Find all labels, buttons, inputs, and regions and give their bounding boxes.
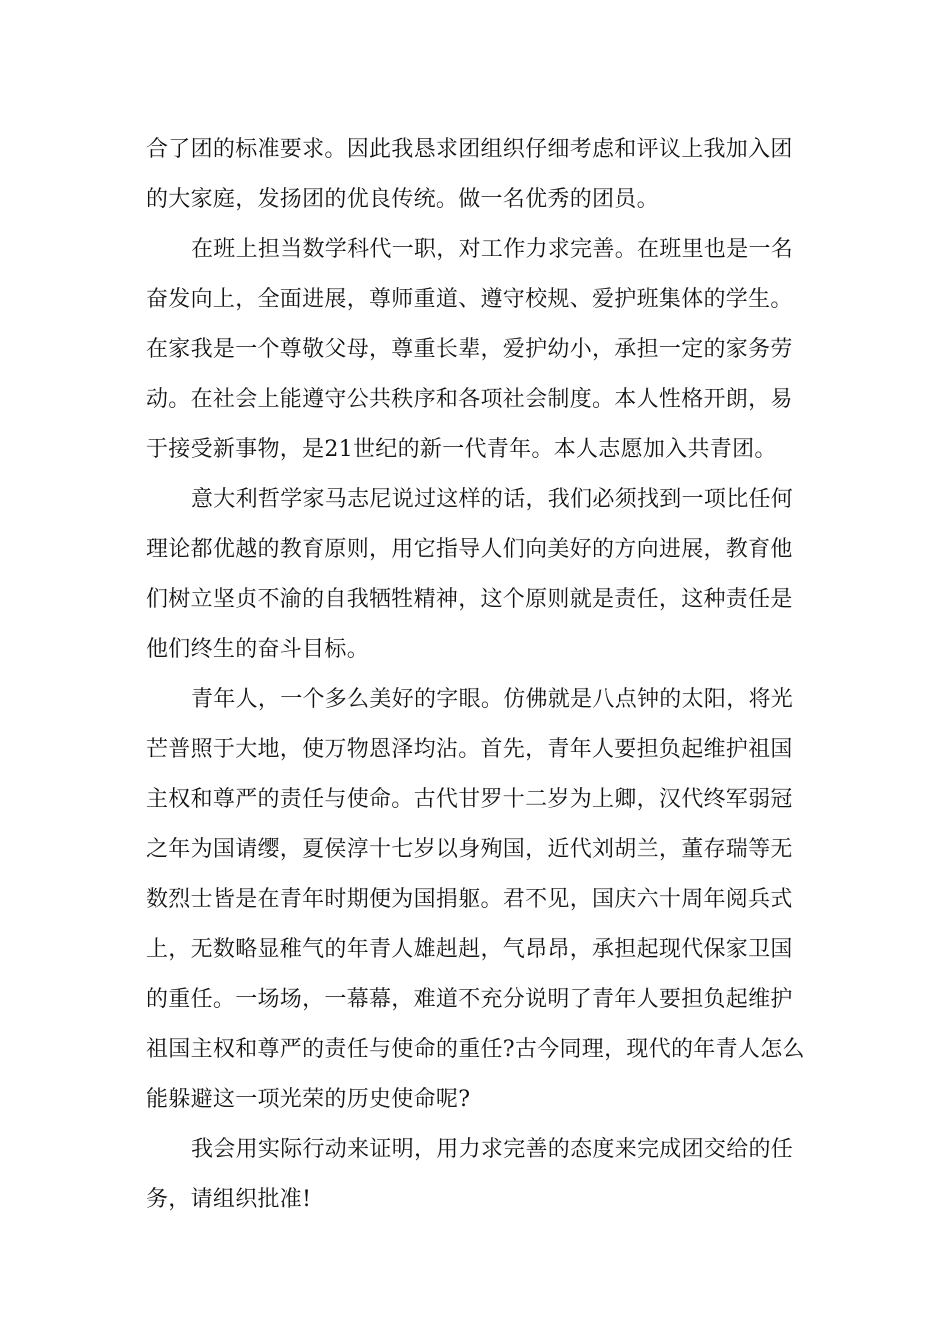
paragraph-first-line: 我会用实际行动来证明，用力求完善的态度来完成团交给的任	[191, 1137, 794, 1162]
text-line: 之年为国请缨，夏侯淳十七岁以身殉国，近代刘胡兰，董存瑞等无	[146, 837, 793, 862]
text-line: 主权和尊严的责任与使命。古代甘罗十二岁为上卿，汉代终军弱冠	[146, 787, 793, 812]
text-line: 们树立坚贞不渝的自我牺牲精神，这个原则就是责任，这种责任是	[146, 587, 793, 612]
text-line: 奋发向上，全面进展，尊师重道、遵守校规、爱护班集体的学生。	[146, 287, 793, 312]
text-line: 的重任。一场场，一幕幕，难道不充分说明了青年人要担负起维护	[146, 987, 793, 1012]
text-line: 芒普照于大地，使万物恩泽均沾。首先，青年人要担负起维护祖国	[146, 737, 793, 762]
text-line: 合了团的标准要求。因此我恳求团组织仔细考虑和评议上我加入团	[146, 137, 793, 162]
text-line: 于接受新事物，是21世纪的新一代青年。本人志愿加入共青团。	[146, 437, 777, 462]
text-line: 理论都优越的教育原则，用它指导人们向美好的方向进展，教育他	[146, 537, 793, 562]
text-line: 动。在社会上能遵守公共秩序和各项社会制度。本人性格开朗，易	[146, 387, 793, 412]
text-line: 数烈士皆是在青年时期便为国捐躯。君不见，国庆六十周年阅兵式	[146, 887, 793, 912]
paragraph-first-line: 在班上担当数学科代一职，对工作力求完善。在班里也是一名	[191, 237, 794, 262]
text-line: 的大家庭，发扬团的优良传统。做一名优秀的团员。	[146, 187, 659, 212]
text-line: 祖国主权和尊严的责任与使命的重任?古今同理，现代的年青人怎么	[146, 1037, 805, 1062]
text-line: 务，请组织批准!	[146, 1187, 312, 1212]
paragraph-first-line: 意大利哲学家马志尼说过这样的话，我们必须找到一项比任何	[191, 487, 794, 512]
text-line: 他们终生的奋斗目标。	[146, 637, 370, 662]
text-line: 能躲避这一项光荣的历史使命呢?	[146, 1087, 471, 1112]
text-line: 在家我是一个尊敬父母，尊重长辈，爱护幼小，承担一定的家务劳	[146, 337, 793, 362]
paragraph-first-line: 青年人，一个多么美好的字眼。仿佛就是八点钟的太阳，将光	[191, 687, 794, 712]
text-line: 上，无数略显稚气的年青人雄赳赳，气昂昂，承担起现代保家卫国	[146, 937, 793, 962]
